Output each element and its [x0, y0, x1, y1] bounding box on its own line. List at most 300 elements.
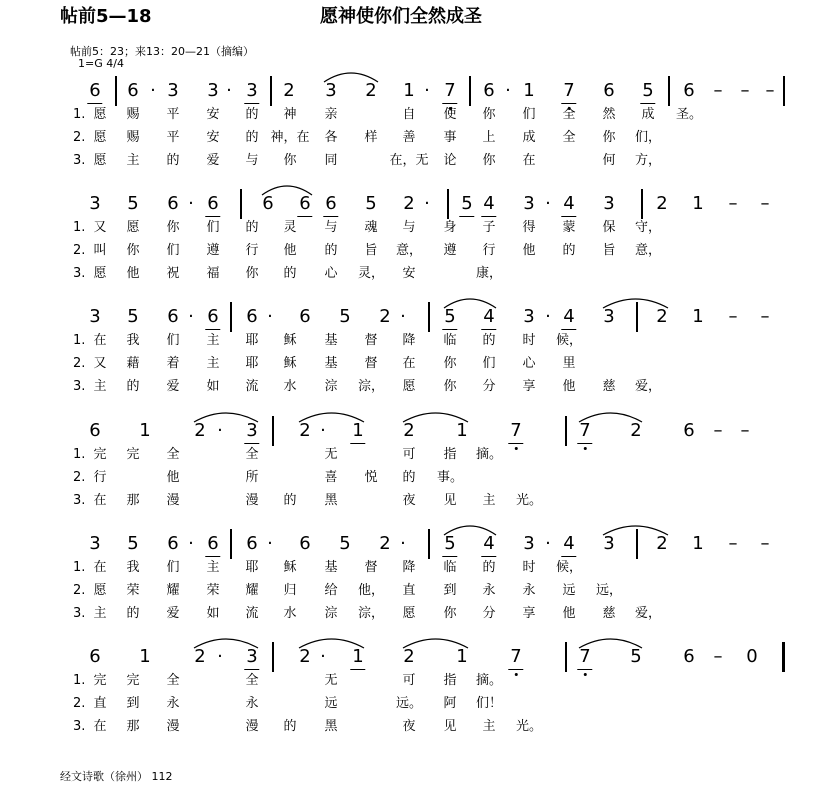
note: 6: [167, 193, 179, 214]
lyric-word: 爱: [206, 153, 220, 168]
lyric-word: 你: [482, 107, 496, 122]
note: –: [713, 80, 723, 101]
lyric-word: 蒙: [562, 220, 576, 235]
lyric-word: 你: [602, 130, 616, 145]
lyric-word: 我: [126, 560, 140, 575]
note: 3: [523, 306, 535, 327]
lyric-word: 流: [245, 379, 259, 394]
note: 6: [683, 80, 695, 101]
lyric-word: 如: [206, 379, 220, 394]
lyric-word: 保: [602, 220, 616, 235]
note: 6: [603, 80, 615, 101]
lyric-word: 耀: [166, 583, 180, 598]
lyric-word: 的: [283, 493, 297, 508]
lyric-word: 你: [443, 356, 457, 371]
lyric-word: 你: [482, 153, 496, 168]
lyric-word: 神，在: [270, 130, 310, 145]
lyric-word: 在: [402, 356, 416, 371]
lyric-word: 所: [245, 470, 259, 485]
lyric-word: 全: [166, 447, 180, 462]
song-title: 愿神使你们全然成圣: [320, 6, 482, 27]
lyric-word: 主: [93, 379, 107, 394]
lyric-word: 爱，: [634, 606, 662, 621]
lyric-word: 在: [93, 560, 107, 575]
lyric-word: 爱，: [634, 379, 662, 394]
lyric-word: 善: [402, 130, 416, 145]
lyric-word: 你: [283, 153, 297, 168]
lyric-word: 光。: [515, 493, 543, 508]
note: 2: [403, 646, 415, 667]
lyric-word: 的: [245, 107, 259, 122]
lyric-word: 的: [126, 379, 140, 394]
lyric-word: 心: [522, 356, 536, 371]
lyric-word: 完: [126, 447, 140, 462]
lyric-word: 永: [482, 583, 496, 598]
note: 0: [746, 646, 758, 667]
slur: [403, 639, 468, 648]
note: ·: [424, 193, 430, 214]
note: 2: [379, 533, 391, 554]
lyric-word: 慈: [602, 379, 616, 394]
verse-number: 2.: [73, 356, 86, 371]
note: 6: [207, 193, 218, 215]
key-signature: 1=G 4/4: [78, 57, 124, 70]
note: 6: [299, 533, 311, 554]
note: 5: [630, 646, 642, 667]
lyric-word: 悦: [364, 470, 378, 485]
lyric-word: 主: [93, 606, 107, 621]
lyric-word: 流: [245, 606, 259, 621]
lyric-word: 永: [522, 583, 536, 598]
lyric-word: 基: [324, 560, 338, 575]
lyric-word: 他: [562, 606, 576, 621]
note: 3: [246, 646, 257, 668]
lyric-word: 他: [283, 243, 297, 258]
lyric-word: 基: [324, 333, 338, 348]
lyric-word: 遵: [443, 243, 457, 258]
lyric-word: 上: [482, 130, 496, 145]
lyric-word: 旨: [364, 243, 378, 258]
lyric-word: 安: [402, 266, 416, 281]
lyric-word: 与: [245, 153, 259, 168]
song-number: 帖前5—18: [60, 6, 152, 27]
note: 1: [692, 306, 704, 327]
note: 2: [403, 193, 415, 214]
note: ·: [320, 646, 326, 667]
lyric-word: 成: [641, 107, 655, 122]
note: ·: [505, 80, 511, 101]
verse-number: 2.: [73, 243, 86, 258]
lyric-word: 愿: [93, 583, 107, 598]
lyric-word: 遵: [206, 243, 220, 258]
note: 6: [207, 306, 218, 328]
lyric-word: 着: [166, 356, 180, 371]
note: 2: [379, 306, 391, 327]
lyric-word: 意，: [395, 243, 423, 258]
lyric-word: 亲: [324, 107, 338, 122]
lyric-word: 耶: [245, 333, 259, 348]
lyric-word: 远: [324, 696, 338, 711]
lyric-word: 耀: [245, 583, 259, 598]
note: 5: [127, 193, 139, 214]
lyric-word: 稣: [283, 356, 297, 371]
lyric-word: 漫: [245, 493, 259, 508]
note: 1: [352, 420, 363, 442]
note: 6: [246, 306, 258, 327]
lyric-word: 安: [206, 130, 220, 145]
note: ·: [217, 646, 223, 667]
note: 5: [127, 533, 139, 554]
lyric-word: 的: [283, 719, 297, 734]
lyric-word: 光。: [515, 719, 543, 734]
note: ·: [188, 306, 194, 327]
lyric-word: 淙，: [357, 379, 385, 394]
lyric-word: 方，: [634, 153, 662, 168]
lyric-word: 平: [166, 107, 180, 122]
lyric-word: 见: [443, 493, 457, 508]
note: 3: [246, 80, 257, 102]
lyric-word: 无: [324, 447, 338, 462]
lyric-word: 愿: [93, 107, 107, 122]
note: 6: [683, 420, 695, 441]
lyric-word: 他，: [357, 583, 385, 598]
lyric-word: 降: [402, 333, 416, 348]
lyric-word: 在: [93, 719, 107, 734]
lyric-word: 远，: [595, 583, 623, 598]
lyric-word: 阿: [443, 696, 457, 711]
lyric-word: 分: [482, 606, 496, 621]
lyric-word: 直: [402, 583, 416, 598]
note: –: [740, 80, 750, 101]
note: 6: [89, 646, 101, 667]
verse-number: 1.: [73, 220, 86, 235]
lyric-word: 愿: [402, 379, 416, 394]
lyric-word: 水: [283, 379, 297, 394]
note: 4: [483, 193, 494, 215]
note: 5: [365, 193, 377, 214]
lyric-word: 漫: [166, 719, 180, 734]
lyric-word: 那: [126, 719, 140, 734]
lyric-word: 灵，: [357, 266, 385, 281]
note: 4: [563, 533, 574, 555]
note: 2: [194, 420, 206, 441]
note: ·: [188, 193, 194, 214]
lyric-word: 可: [402, 673, 416, 688]
lyric-word: 爱: [166, 606, 180, 621]
note: 6: [246, 533, 258, 554]
verse-number: 1.: [73, 107, 86, 122]
lyric-word: 使: [443, 107, 457, 122]
note: 6: [683, 646, 695, 667]
note: 4: [563, 306, 574, 328]
note: 3: [523, 533, 535, 554]
lyric-word: 归: [283, 583, 297, 598]
lyric-word: 福: [206, 266, 220, 281]
lyric-word: 你: [443, 379, 457, 394]
lyric-word: 与: [324, 220, 338, 235]
note: ·: [400, 306, 406, 327]
note: ·: [545, 306, 551, 327]
note: 2: [403, 420, 415, 441]
lyric-word: 们: [206, 220, 220, 235]
lyric-word: 漫: [245, 719, 259, 734]
slur: [194, 639, 258, 648]
lyric-word: 样: [364, 130, 378, 145]
lyric-word: 意，: [634, 243, 662, 258]
lyric-word: 如: [206, 606, 220, 621]
lyric-word: 论: [443, 153, 457, 168]
lyric-word: 藉: [126, 356, 140, 371]
lyric-word: 夜: [402, 719, 416, 734]
note: –: [713, 420, 723, 441]
lyric-word: 可: [402, 447, 416, 462]
verse-number: 3.: [73, 493, 86, 508]
lyric-word: 候，: [555, 560, 583, 575]
scripture-reference: 帖前5：23；来13：20—21（摘编）: [70, 45, 254, 58]
note: 7: [510, 646, 521, 668]
note: 6: [127, 80, 139, 101]
note: 3: [89, 306, 101, 327]
lyric-word: 魂: [364, 220, 378, 235]
lyric-word: 那: [126, 493, 140, 508]
note: ·: [188, 533, 194, 554]
lyric-word: 守，: [634, 220, 662, 235]
lyric-word: 愿: [93, 266, 107, 281]
lyric-word: 全: [245, 447, 259, 462]
note: 2: [365, 80, 377, 101]
lyric-word: 愿: [93, 153, 107, 168]
lyric-word: 赐: [126, 107, 140, 122]
note: –: [760, 193, 770, 214]
note: ·: [545, 533, 551, 554]
note: 2: [283, 80, 295, 101]
note: ·: [267, 306, 273, 327]
note: 1: [456, 646, 468, 667]
lyric-word: 在: [93, 333, 107, 348]
lyric-word: 心: [324, 266, 338, 281]
note: ·: [267, 533, 273, 554]
lyric-word: 耶: [245, 560, 259, 575]
page-footer: 经文诗歌（徐州） 112: [60, 770, 173, 783]
lyric-row-verse-2: [0, 695, 825, 719]
note: 2: [194, 646, 206, 667]
lyric-word: 分: [482, 379, 496, 394]
lyric-word: 督: [364, 560, 378, 575]
note: 6: [167, 533, 179, 554]
lyric-word: 的: [482, 333, 496, 348]
note: 3: [603, 306, 615, 327]
lyric-word: 喜: [324, 470, 338, 485]
note: 3: [603, 533, 615, 554]
lyric-word: 又: [93, 220, 107, 235]
lyric-word: 时: [522, 560, 536, 575]
lyric-word: 主: [206, 560, 220, 575]
lyric-word: 全: [562, 130, 576, 145]
note: 6: [89, 420, 101, 441]
note: –: [728, 306, 738, 327]
lyric-word: 事。: [436, 470, 464, 485]
note: 6: [167, 306, 179, 327]
lyric-word: 们: [166, 560, 180, 575]
lyric-word: 的: [562, 243, 576, 258]
note: 3: [603, 193, 615, 214]
note: –: [765, 80, 775, 101]
lyric-word: 摘。: [475, 447, 503, 462]
note: 7: [444, 80, 455, 102]
lyric-word: 的: [245, 220, 259, 235]
lyric-word: 永: [245, 696, 259, 711]
lyric-word: 到: [443, 583, 457, 598]
lyric-word: 水: [283, 606, 297, 621]
lyric-word: 的: [402, 470, 416, 485]
lyric-word: 的: [482, 560, 496, 575]
lyric-word: 与: [402, 220, 416, 235]
lyric-word: 你: [166, 220, 180, 235]
lyric-word: 的: [283, 266, 297, 281]
lyric-word: 同: [324, 153, 338, 168]
note: 1: [523, 80, 535, 101]
note: 5: [127, 306, 139, 327]
lyric-word: 摘。: [475, 673, 503, 688]
note: 6: [262, 193, 274, 214]
note: ·: [424, 80, 430, 101]
lyric-word: 完: [93, 673, 107, 688]
note: 7: [579, 646, 590, 668]
lyric-word: 慈: [602, 606, 616, 621]
lyric-word: 他: [126, 266, 140, 281]
lyric-word: 淙: [324, 379, 338, 394]
verse-number: 1.: [73, 673, 86, 688]
lyric-word: 圣。: [675, 107, 703, 122]
note: 6: [299, 193, 310, 215]
lyric-word: 们！: [475, 696, 503, 711]
lyric-word: 康，: [475, 266, 503, 281]
lyric-word: 旨: [602, 243, 616, 258]
lyric-word: 们: [482, 356, 496, 371]
verse-number: 2.: [73, 696, 86, 711]
lyric-word: 主: [206, 333, 220, 348]
lyric-word: 指: [443, 673, 457, 688]
note: 2: [656, 193, 668, 214]
lyric-word: 夜: [402, 493, 416, 508]
note: 3: [325, 80, 337, 101]
lyric-word: 的: [166, 153, 180, 168]
lyric-word: 基: [324, 356, 338, 371]
verse-number: 2.: [73, 583, 86, 598]
note: 4: [483, 306, 494, 328]
note: –: [760, 533, 770, 554]
note: 1: [692, 193, 704, 214]
lyric-word: 无: [324, 673, 338, 688]
lyric-word: 全: [166, 673, 180, 688]
slur: [299, 639, 364, 648]
lyric-word: 行: [482, 243, 496, 258]
verse-number: 2.: [73, 470, 86, 485]
lyric-word: 享: [522, 379, 536, 394]
lyric-word: 我: [126, 333, 140, 348]
lyric-word: 自: [402, 107, 416, 122]
lyric-word: 到: [126, 696, 140, 711]
lyric-word: 身: [443, 220, 457, 235]
note: ·: [150, 80, 156, 101]
note: 3: [89, 533, 101, 554]
lyric-word: 行: [93, 470, 107, 485]
note: ·: [545, 193, 551, 214]
note: 3: [89, 193, 101, 214]
lyric-word: 淙: [324, 606, 338, 621]
note: 6: [207, 533, 218, 555]
lyric-word: 神: [283, 107, 297, 122]
lyric-word: 永: [166, 696, 180, 711]
verse-number: 3.: [73, 153, 86, 168]
note: ·: [320, 420, 326, 441]
lyric-word: 各: [324, 130, 338, 145]
lyric-word: 在: [522, 153, 536, 168]
note: 5: [444, 306, 455, 328]
lyric-word: 赐: [126, 130, 140, 145]
note: 6: [299, 306, 311, 327]
note: 5: [339, 533, 351, 554]
lyric-word: 黑: [324, 493, 338, 508]
lyric-word: 平: [166, 130, 180, 145]
lyric-word: 你: [245, 266, 259, 281]
lyric-word: 在: [93, 493, 107, 508]
note: 4: [563, 193, 574, 215]
lyric-row-verse-3: [0, 718, 825, 742]
verse-number: 3.: [73, 719, 86, 734]
lyric-word: 给: [324, 583, 338, 598]
note: 5: [461, 193, 472, 215]
lyric-word: 你: [443, 606, 457, 621]
note: 2: [656, 533, 668, 554]
verse-number: 3.: [73, 379, 86, 394]
lyric-word: 行: [245, 243, 259, 258]
note: 6: [483, 80, 495, 101]
lyric-word: 稣: [283, 560, 297, 575]
note: 1: [352, 646, 363, 668]
lyric-word: 降: [402, 560, 416, 575]
note: 1: [692, 533, 704, 554]
note: 1: [139, 420, 151, 441]
lyric-word: 荣: [126, 583, 140, 598]
lyric-word: 们: [166, 333, 180, 348]
lyric-word: 愿: [93, 130, 107, 145]
note: 7: [563, 80, 574, 102]
lyric-word: 灵: [283, 220, 297, 235]
lyric-word: 耶: [245, 356, 259, 371]
lyric-word: 稣: [283, 333, 297, 348]
lyric-word: 们: [522, 107, 536, 122]
lyric-word: 远: [562, 583, 576, 598]
lyric-row-verse-1: [0, 672, 825, 696]
lyric-word: 他: [522, 243, 536, 258]
lyric-word: 爱: [166, 379, 180, 394]
verse-number: 1.: [73, 333, 86, 348]
lyric-word: 主: [482, 493, 496, 508]
lyric-word: 完: [126, 673, 140, 688]
note: 2: [656, 306, 668, 327]
lyric-word: 督: [364, 356, 378, 371]
note: 5: [444, 533, 455, 555]
note: ·: [217, 420, 223, 441]
note: 6: [89, 80, 100, 102]
note: 7: [510, 420, 521, 442]
lyric-word: 愿: [402, 606, 416, 621]
lyric-word: 的: [245, 130, 259, 145]
note: 3: [207, 80, 219, 101]
lyric-word: 主: [126, 153, 140, 168]
lyric-word: 全: [562, 107, 576, 122]
